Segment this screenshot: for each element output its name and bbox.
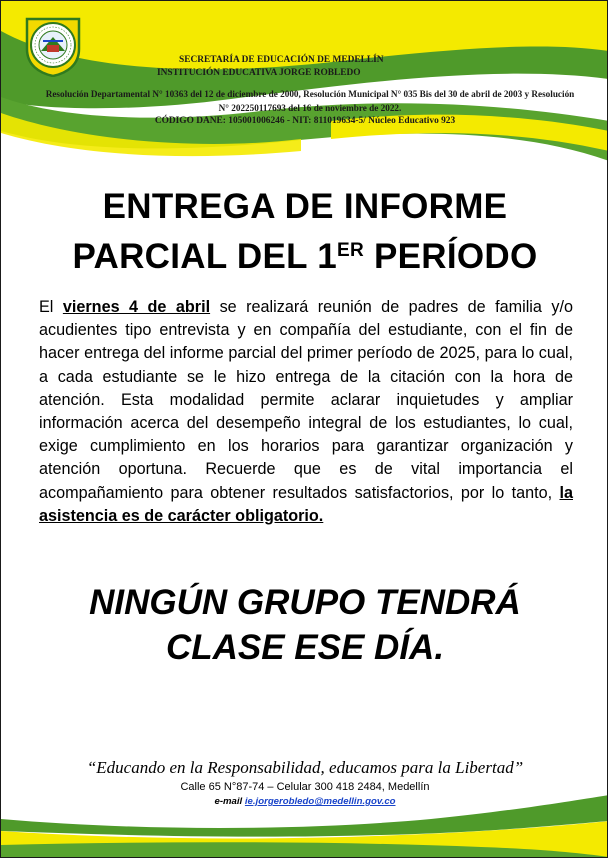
school-motto: “Educando en la Responsabilidad, educamos para la Libertad” (86, 758, 524, 777)
mandatory-attendance: la asistencia es de carácter obligatorio. (39, 483, 573, 525)
body-main: se realizará reunión de padres de familia y/o acudientes tipo entrevista y en compañía del estudiante, con el fin de hacer entrega del informe parcial del primer período de 2025, para lo cual, a cada estudiante se le hizo entrega de la citación con la hora de atención. Esta modalidad permite aclarar inquietudes y ampliar información acerca del desempeño integral de los estudiantes, lo cual, exige cumplimiento en los horarios para garantizar organización y atención oportuna. Recuerde que es de vital importancia el acompañamiento para obtener resultados satisfactorios, por lo tanto, (39, 298, 573, 502)
institucion-line: INSTITUCIÓN EDUCATIVA JORGE ROBLEDO (157, 68, 361, 78)
address-line: Calle 65 N°87-74 – Celular 300 418 2484, Medellín (180, 781, 430, 793)
codigo-dane: CÓDIGO DANE: 105001006246 - NIT: 811019634-5/ Núcleo Educativo 923 (154, 116, 456, 126)
notice-line-2: CLASE ESE DÍA. (165, 628, 445, 667)
title-line-2 (1, 237, 608, 277)
meeting-date: viernes 4 de abril (62, 298, 211, 316)
title-line-2-end: PERÍODO (363, 237, 538, 276)
email-link[interactable]: ie.jorgerobledo@medellin.gov.co (244, 796, 396, 807)
notice-line-1: NINGÚN GRUPO TENDRÁ (89, 583, 521, 622)
announcement-body (39, 296, 573, 528)
title-line-2-main: PARCIAL DEL 1 (72, 237, 337, 276)
header-swoosh (1, 1, 608, 161)
email-line (1, 796, 608, 807)
email-label: e-mail (214, 796, 245, 807)
body-intro: El (39, 298, 63, 316)
title-line-1: ENTREGA DE INFORME (102, 187, 508, 226)
title-superscript: ER (336, 240, 364, 261)
secretaria-line: SECRETARÍA DE EDUCACIÓN DE MEDELLÍN (179, 55, 384, 65)
resolucion-text: Resolución Departamental N° 10363 del 12 de diciembre de 2000, Resolución Municipal N° 035 Bis del 30 de abril de 2003 y Resolución N° 202250117693 del 16 de noviembre de 2022. (45, 89, 575, 113)
